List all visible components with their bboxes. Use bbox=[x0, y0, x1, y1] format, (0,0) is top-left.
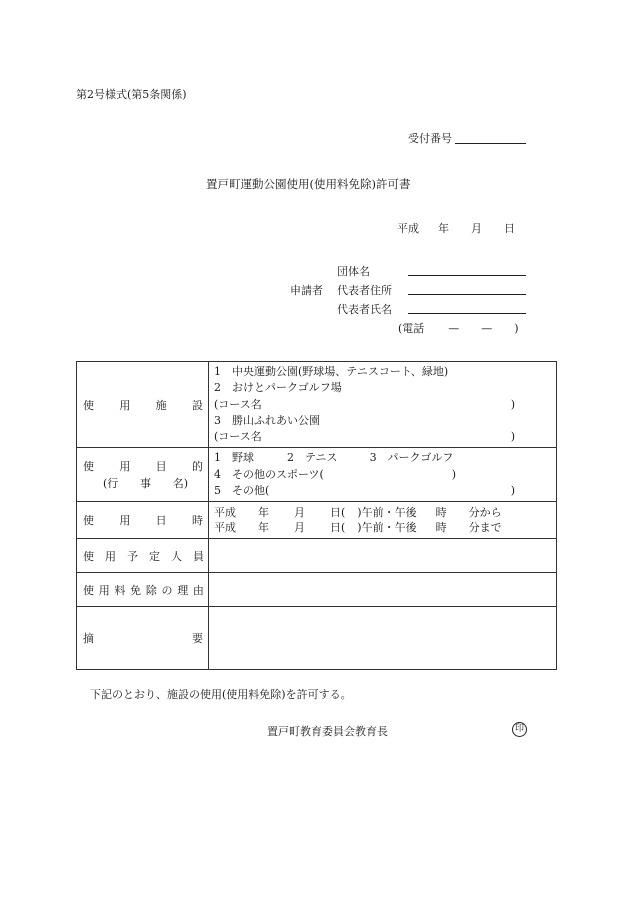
phone-open: (電話 bbox=[398, 322, 425, 335]
label-char: 目 bbox=[155, 460, 167, 474]
exemption-reason-cell[interactable] bbox=[209, 573, 557, 607]
label-char: 使 bbox=[83, 583, 94, 597]
purpose-cell[interactable] bbox=[209, 448, 557, 502]
table-row-purpose bbox=[77, 448, 557, 502]
label-char: 用 bbox=[119, 514, 131, 528]
course-name-label: (コース名 bbox=[214, 430, 262, 444]
facility-cell[interactable] bbox=[209, 362, 557, 448]
paren-close: ) bbox=[510, 397, 515, 411]
label-char: 摘 bbox=[83, 632, 94, 646]
table-row-facility bbox=[77, 362, 557, 448]
issuer-title: 置戸町教育委員会教育長 bbox=[267, 725, 388, 738]
group-name-label: 団体名 bbox=[337, 265, 370, 278]
receipt-number-label: 受付番号 bbox=[408, 132, 452, 145]
sched-month: 月 bbox=[294, 521, 305, 535]
label-char: 使 bbox=[83, 398, 94, 412]
label-char: 用 bbox=[119, 460, 131, 474]
paren-close: ) bbox=[510, 484, 515, 498]
label-char: 用 bbox=[98, 583, 110, 597]
sched-end: 分まで bbox=[468, 521, 502, 535]
remarks-label bbox=[77, 607, 209, 670]
phone-field[interactable] bbox=[398, 320, 519, 336]
form-number: 第2号様式(第5条関係) bbox=[76, 88, 187, 101]
sched-ampm: )午前・午後 bbox=[357, 521, 417, 535]
label-char: 施 bbox=[155, 398, 167, 412]
label-char: 定 bbox=[149, 549, 160, 563]
purpose-option-other-sports[interactable]: 4 その他のスポーツ( bbox=[214, 467, 324, 481]
application-table bbox=[76, 361, 557, 670]
label-char: 使 bbox=[83, 514, 94, 528]
label-char: 的 bbox=[191, 460, 203, 474]
group-name-field[interactable] bbox=[408, 275, 526, 276]
rep-name-label: 代表者氏名 bbox=[337, 303, 392, 316]
applicant-label: 申請者 bbox=[290, 284, 323, 297]
date-year: 年 bbox=[438, 222, 449, 235]
remarks-cell[interactable] bbox=[209, 607, 557, 670]
course-name-label: (コース名 bbox=[214, 397, 262, 411]
facility-option-2[interactable]: 2 おけとパークゴルフ場 bbox=[214, 381, 342, 395]
date-day: 日 bbox=[504, 222, 515, 235]
label-char: 予 bbox=[127, 549, 138, 563]
purpose-label bbox=[77, 448, 209, 502]
label-char: 料 bbox=[114, 583, 126, 597]
label-char: 用 bbox=[119, 398, 131, 412]
purpose-option-other[interactable]: 5 その他( bbox=[214, 484, 270, 498]
people-label bbox=[77, 539, 209, 573]
label-char: 設 bbox=[191, 398, 203, 412]
sched-end: 分から bbox=[468, 505, 502, 519]
sched-year: 年 bbox=[258, 521, 269, 535]
exemption-reason-label bbox=[77, 573, 209, 607]
schedule-to[interactable] bbox=[209, 520, 556, 536]
sched-era: 平成 bbox=[214, 521, 236, 535]
table-row-remarks bbox=[77, 607, 557, 670]
address-label: 代表者住所 bbox=[337, 284, 392, 297]
purpose-option-parkgolf[interactable]: 3 パークゴルフ bbox=[369, 451, 454, 465]
label-char: 除 bbox=[145, 583, 157, 597]
address-field[interactable] bbox=[408, 294, 526, 295]
label-char: 日 bbox=[155, 514, 167, 528]
sched-month: 月 bbox=[294, 505, 305, 519]
label-char: 理 bbox=[177, 583, 189, 597]
table-row-exemption bbox=[77, 573, 557, 607]
label-char: 名) bbox=[172, 477, 188, 491]
schedule-from[interactable] bbox=[209, 505, 556, 521]
date-month: 月 bbox=[471, 222, 482, 235]
purpose-option-baseball[interactable]: 1 野球 bbox=[214, 451, 254, 465]
table-row-datetime bbox=[77, 502, 557, 539]
paren-close: ) bbox=[510, 430, 515, 444]
label-char: 時 bbox=[191, 514, 203, 528]
permission-statement: 下記のとおり、施設の使用(使用料免除)を許可する。 bbox=[90, 688, 352, 701]
sched-year: 年 bbox=[258, 505, 269, 519]
sched-hour: 時 bbox=[435, 505, 447, 519]
issue-date bbox=[397, 220, 515, 236]
sched-day: 日( bbox=[330, 521, 346, 535]
table-row-people bbox=[77, 539, 557, 573]
facility-option-3[interactable]: 3 勝山ふれあい公園 bbox=[214, 413, 320, 427]
label-char: 免 bbox=[130, 583, 142, 597]
phone-dash: — bbox=[481, 322, 493, 335]
sched-era: 平成 bbox=[214, 505, 236, 519]
facility-label bbox=[77, 362, 209, 448]
document-title: 置戸町運動公園使用(使用料免除)許可書 bbox=[206, 177, 411, 191]
purpose-option-tennis[interactable]: 2 テニス bbox=[287, 451, 338, 465]
label-char: 要 bbox=[192, 632, 203, 646]
label-char: 使 bbox=[83, 549, 94, 563]
sched-ampm: )午前・午後 bbox=[357, 505, 417, 519]
seal-icon: 印 bbox=[512, 722, 527, 737]
label-char: (行 bbox=[103, 477, 119, 491]
datetime-label bbox=[77, 502, 209, 539]
label-char: の bbox=[161, 583, 173, 597]
paren-close: ) bbox=[451, 467, 456, 481]
rep-name-field[interactable] bbox=[408, 313, 526, 314]
date-era: 平成 bbox=[397, 222, 419, 235]
label-char: 員 bbox=[193, 549, 204, 563]
receipt-number-field[interactable] bbox=[455, 143, 526, 144]
label-char: 由 bbox=[192, 583, 204, 597]
label-char: 人 bbox=[171, 549, 182, 563]
phone-dash: — bbox=[448, 322, 460, 335]
phone-close: ) bbox=[514, 322, 519, 335]
sched-day: 日( bbox=[330, 505, 346, 519]
label-char: 使 bbox=[83, 460, 94, 474]
people-cell[interactable] bbox=[209, 539, 557, 573]
datetime-cell[interactable] bbox=[209, 502, 557, 539]
sched-hour: 時 bbox=[435, 521, 447, 535]
label-char: 用 bbox=[105, 549, 116, 563]
label-char: 事 bbox=[140, 477, 151, 491]
facility-option-1[interactable]: 1 中央運動公園(野球場、テニスコート、緑地) bbox=[214, 365, 449, 378]
